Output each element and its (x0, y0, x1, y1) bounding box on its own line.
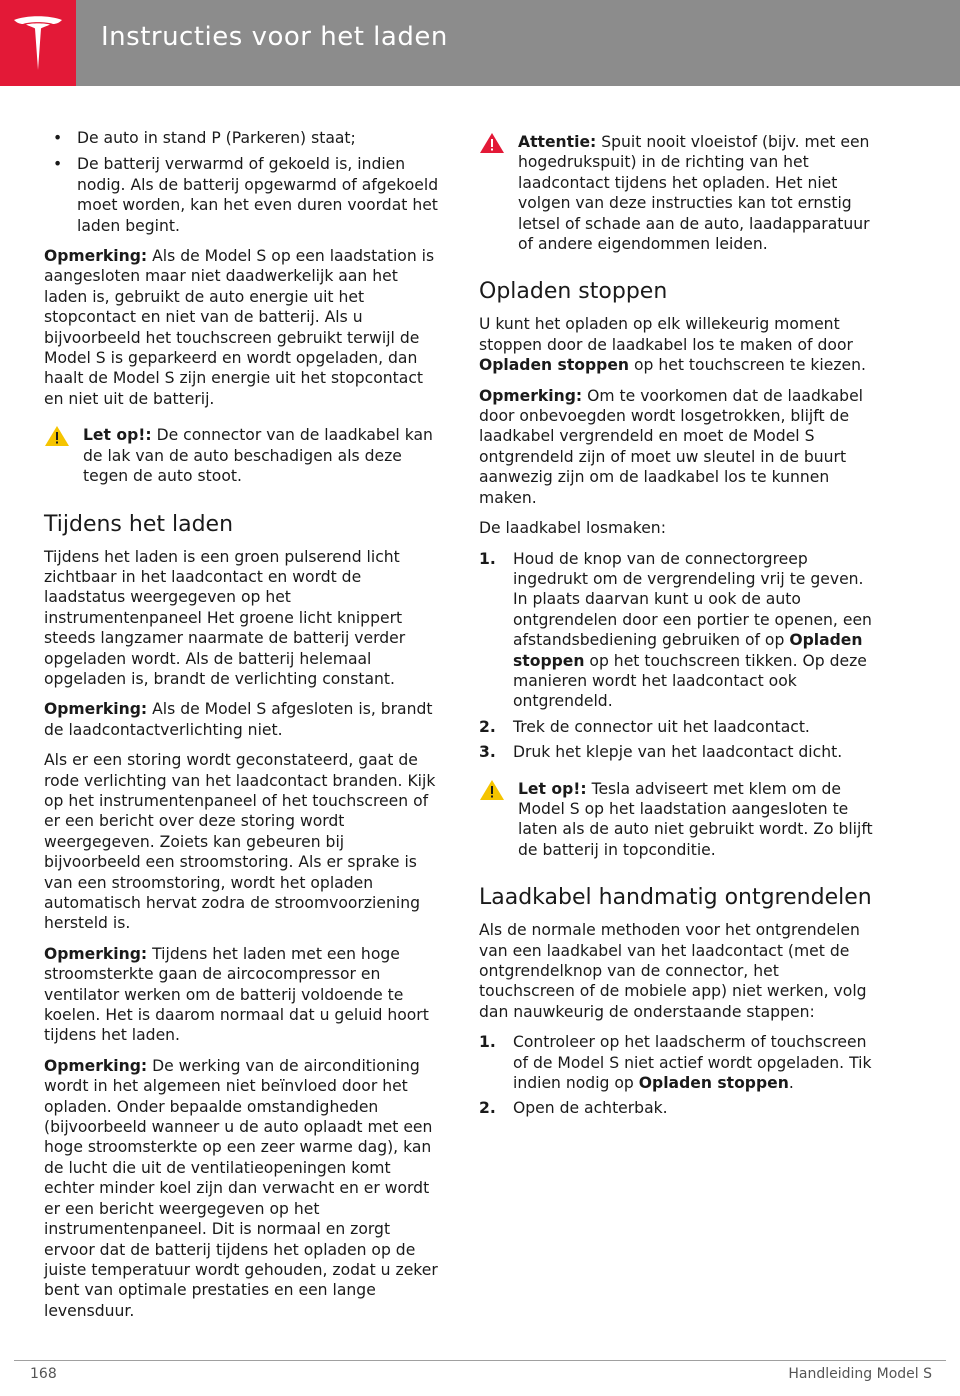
note-text: Tijdens het laden met een hoge stroomsterkte gaan de aircocompressor en ventilator werken om de batterij voldoende te koelen. Het is daarom normaal dat u geluid hoort tijdens het laden. (44, 944, 429, 1045)
text-run: op het touchscreen tikken. Op deze manieren wordt het laadcontact ook ontgrendeld. (513, 651, 867, 711)
caution-text: Tesla adviseert met klem om de Model S op het laadstation aangesloten te laten als de auto niet gebruikt wordt. Zo blijft de batterij in topconditie. (518, 779, 873, 859)
text-run: Houd de knop van de connectorgreep ingedrukt om de vergrendeling vrij te geven. In plaats daarvan kunt u ook de auto ontgrendelen door een portier te openen, een afstandsbediening gebruiken of op (513, 549, 872, 650)
note-label: Opmerking: (479, 386, 583, 405)
text-run: Open de achterbak. (513, 1099, 668, 1118)
caution-icon (44, 425, 70, 451)
body-paragraph: Tijdens het laden is een groen pulserend licht zichtbaar in het laadcontact en wordt de laadstatus weergegeven op het instrumentenpaneel Het groene licht knippert steeds langzamer naarmate de batterij verder opgeladen wordt. Als de batterij helemaal opgeladen is, brandt de verlichting constant. (44, 547, 406, 688)
note-text: Als de Model S afgesloten is, brandt de laadcontactverlichting niet. (44, 700, 433, 739)
caution-icon (479, 779, 505, 805)
step-number: 2. (479, 1099, 496, 1118)
note-paragraph (44, 944, 439, 1046)
right-column (479, 128, 874, 1129)
step-number: 1. (479, 549, 496, 568)
tesla-logo-icon (12, 14, 64, 72)
list-item (479, 742, 874, 762)
body-paragraph (479, 314, 874, 375)
list-item (479, 717, 874, 737)
note-label: Opmerking: (44, 944, 148, 963)
section-heading: Opladen stoppen (479, 279, 668, 305)
warning-label: Attentie: (518, 133, 597, 151)
note-text: Als de Model S op een laadstation is aangesloten maar niet daadwerkelijk aan het laden is, gebruikt de auto energie uit het stopcontact en niet van de batterij. Als u bijvoorbeeld het touchscreen gebruikt terwijl de Model S is geparkeerd en wordt opgeladen, dan haalt de Model S zijn energie uit het stopcontact en niet uit de batterij. (44, 247, 435, 408)
caution-label: Let op!: (518, 779, 587, 798)
note-paragraph (479, 386, 874, 508)
note-label: Opmerking: (44, 247, 148, 266)
tesla-logo (0, 0, 76, 86)
bullet-icon: • (53, 129, 63, 147)
bullet-icon: • (53, 155, 63, 174)
note-paragraph (44, 699, 439, 740)
page-title: Instructies voor het laden (101, 22, 448, 52)
numbered-list (479, 549, 874, 763)
list-item-text: De auto in stand P (Parkeren) staat; (77, 129, 356, 147)
list-item (44, 154, 439, 236)
warning-text: Spuit nooit vloeistof (bijv. met een hogedrukspuit) in de richting van het laadcontact tijdens het opladen. Het niet volgen van deze instructies kan tot ernstig letsel of schade aan de auto, laadapparatuur of andere eigendommen leiden. (518, 133, 870, 254)
text-run: Druk het klepje van het laadcontact dicht. (513, 743, 843, 762)
warning-icon (479, 132, 505, 158)
caution-text: De connector van de laadkabel kan de lak van de auto beschadigen als deze tegen de auto stoot. (83, 426, 433, 486)
warning-note (479, 132, 874, 254)
ui-term: Opladen stoppen (479, 356, 630, 375)
body-paragraph: Als de normale methoden voor het ontgrendelen van een laadkabel van het laadcontact (met de ontgrendelknop van de connector, het touchscreen of de mobiele app) niet werken, volg dan nauwkeurig de onderstaande stappen: (479, 921, 867, 1021)
ui-term: Opladen stoppen (513, 631, 863, 670)
ui-term: Opladen stoppen (638, 1074, 789, 1093)
caution-label: Let op!: (83, 426, 152, 445)
text-run: . (788, 1074, 794, 1093)
list-item-text: De batterij verwarmd of gekoeld is, indien nodig. Als de batterij opgewarmd of afgekoeld moet worden, kan het even duren voordat het laden begint. (77, 155, 439, 235)
note-text: Om te voorkomen dat de laadkabel door onbevoegden wordt losgetrokken, blijft de laadkabel vergrendeld en moet de Model S ontgrendeld zijn of moet uw sleutel in de buurt aanwezig zijn om de laadkabel los te kunnen maken. (479, 386, 864, 507)
caution-note (479, 779, 874, 861)
list-item (44, 128, 439, 148)
text-run: op het touchscreen te kiezen. (629, 356, 866, 375)
caution-note (44, 425, 439, 486)
step-number: 2. (479, 717, 496, 736)
step-number: 1. (479, 1033, 496, 1052)
manual-name: Handleiding Model S (788, 1366, 932, 1382)
body-paragraph: De laadkabel losmaken: (479, 519, 666, 538)
list-item (479, 1098, 874, 1118)
body-paragraph: Als er een storing wordt geconstateerd, gaat de rode verlichting van het laadcontact branden. Kijk op het instrumentenpaneel of het touchscreen of er een bericht over deze storing wordt weergegeven. Zoiets kan gebeuren bij bijvoorbeeld een stroomstoring. Als er sprake is van een stroomstoring, wordt het opladen automatisch hervat zodra de stroomvoorziening hersteld is. (44, 751, 436, 933)
footer-divider (14, 1360, 946, 1361)
note-paragraph (44, 246, 439, 409)
numbered-list (479, 1032, 874, 1119)
note-label: Opmerking: (44, 1056, 148, 1075)
bullet-list (44, 128, 439, 236)
page-number: 168 (30, 1366, 57, 1382)
note-paragraph (44, 1056, 439, 1321)
note-label: Opmerking: (44, 700, 148, 719)
step-number: 3. (479, 743, 496, 762)
text-run: Trek de connector uit het laadcontact. (513, 717, 810, 736)
text-run: Controleer op het laadscherm of touchscreen of de Model S niet actief wordt opgeladen. Tik indien nodig op (513, 1033, 872, 1093)
page-header (0, 0, 960, 86)
list-item (479, 549, 874, 712)
text-run: U kunt het opladen op elk willekeurig moment stoppen door de laadkabel los te maken of door (479, 315, 853, 354)
left-column (44, 128, 439, 1331)
note-text: De werking van de airconditioning wordt in het algemeen niet beïnvloed door het opladen. Onder bepaalde omstandigheden (bijvoorbeeld wanneer u de auto oplaadt met een hoge stroomsterkte op een zeer warme dag), kan de lucht die uit de ventilatieopeningen komt echter minder koel zijn dan verwacht en er wordt er een bericht weergegeven op het instrumentenpaneel. Dit is normaal en zorgt ervoor dat de batterij tijdens het opladen op de juiste temperatuur wordt gehouden, zodat u zeker bent van optimale prestaties en een lange levensduur. (44, 1056, 438, 1320)
list-item (479, 1032, 874, 1093)
section-heading: Tijdens het laden (44, 511, 234, 537)
section-heading: Laadkabel handmatig ontgrendelen (479, 885, 872, 911)
